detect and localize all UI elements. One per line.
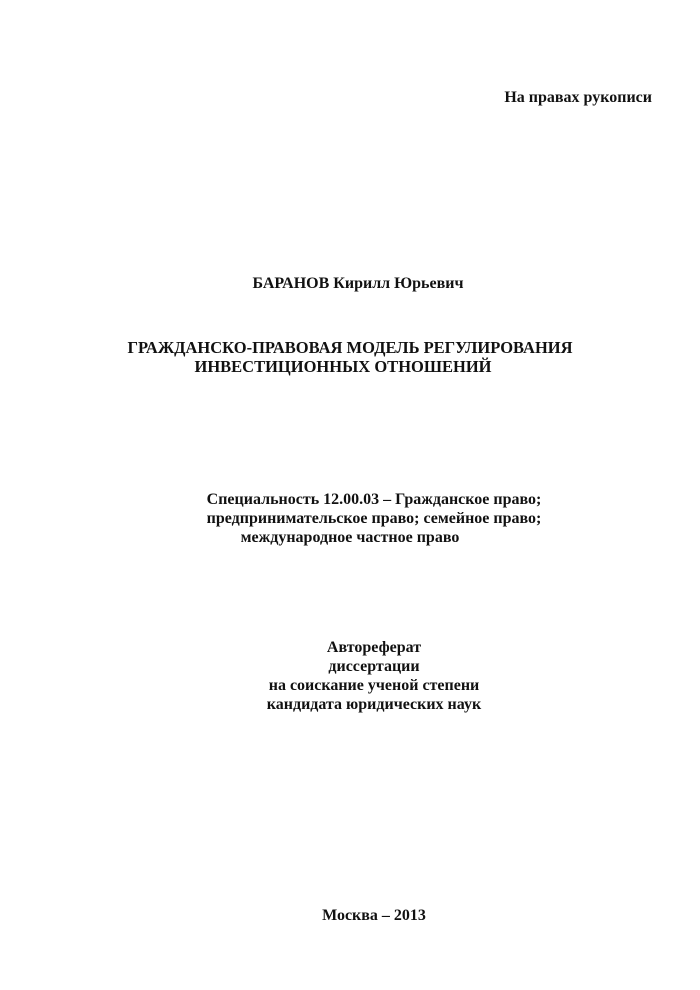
title-line: ГРАЖДАНСКО-ПРАВОВАЯ МОДЕЛЬ РЕГУЛИРОВАНИЯ — [127, 338, 573, 357]
doctype-line: на соискание ученой степени — [268, 677, 480, 694]
title-line: ИНВЕСТИЦИОННЫХ ОТНОШЕНИЙ — [194, 357, 492, 376]
specialty-line: международное частное право — [240, 529, 460, 546]
doctype-line: кандидата юридических наук — [266, 696, 482, 713]
doctype-line: диссертации — [328, 658, 420, 675]
city-year — [24, 906, 700, 925]
specialty-line: предпринимательское право; семейное право; — [206, 510, 542, 527]
author-name-text: БАРАНОВ Кирилл Юрьевич — [252, 275, 464, 292]
author-name — [8, 274, 700, 293]
document-type-block — [24, 638, 700, 714]
specialty-line: Специальность 12.00.03 – Гражданское право; — [206, 491, 542, 508]
specialty-block — [24, 490, 700, 547]
doctype-line: Автореферат — [326, 639, 422, 656]
dissertation-title — [0, 338, 700, 376]
manuscript-rights-note: На правах рукописи — [504, 89, 652, 106]
city-year-text: Москва – 2013 — [322, 907, 426, 924]
